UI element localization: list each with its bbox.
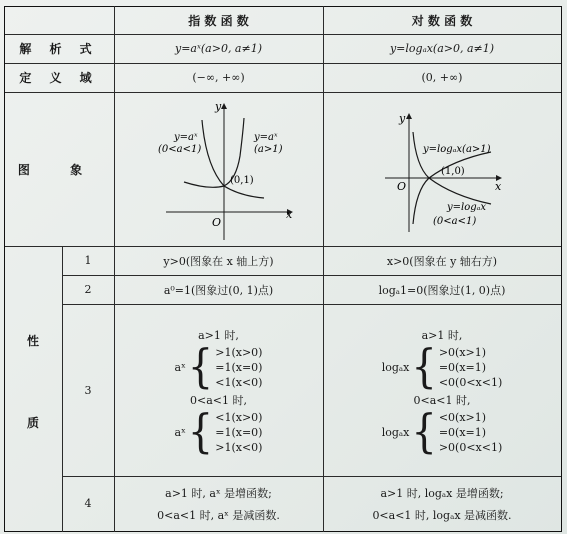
x-axis-label: x <box>495 180 502 193</box>
label-expression: 解 析 式 <box>19 42 99 56</box>
log-domain: (0, +∞) <box>421 71 463 84</box>
exp-case-1-item: <1(x<0) <box>215 375 263 389</box>
log-brace-group-2 <box>381 405 503 459</box>
exp-brace-group-1 <box>174 340 263 394</box>
exp-domain: (−∞, +∞) <box>192 71 245 84</box>
exp-case-2-item: <1(x>0) <box>215 410 263 424</box>
table-border-right <box>561 6 562 532</box>
label-properties-bottom: 质 <box>26 415 39 430</box>
exp-brace-lead: aˣ <box>174 360 186 374</box>
up-curve-label: y=logₐx(a>1) <box>423 144 491 155</box>
left-curve-condition: (0<a<1) <box>158 144 202 155</box>
property-4-log <box>323 476 561 531</box>
property-2-log: logₐ1=0(图象过(1, 0)点) <box>378 283 506 297</box>
left-curve-equation: y=aˣ <box>174 132 198 143</box>
exp-brace-group-2 <box>174 405 263 459</box>
property-number: 1 <box>84 254 92 267</box>
down-curve-condition: (0<a<1) <box>433 216 477 227</box>
property-2-exp: a⁰=1(图象过(0, 1)点) <box>163 283 274 297</box>
property-number: 3 <box>84 383 92 397</box>
table-border-bottom <box>4 531 562 532</box>
property-4-log-line: 0<a<1 时, logₐx 是减函数. <box>372 508 512 522</box>
log-case-1-item: >0(x>1) <box>438 345 487 359</box>
label-properties-top: 性 <box>26 333 39 348</box>
brace-symbol: { <box>411 405 437 459</box>
brace-symbol: { <box>411 340 437 394</box>
right-curve-equation: y=aˣ <box>254 132 278 143</box>
point-label: (0,1) <box>230 175 254 186</box>
brace-symbol: { <box>187 405 214 459</box>
header-exponential: 指 数 函 数 <box>188 13 249 28</box>
log-expression: y=logₐx(a>0, a≠1) <box>389 42 495 55</box>
exp-case-1-item: >1(x>0) <box>215 345 263 359</box>
property-4-log-line: a>1 时, logₐx 是增函数; <box>380 486 504 500</box>
property-3-log <box>323 304 561 476</box>
log-brace-lead: logₐx <box>381 360 410 374</box>
origin-label: O <box>397 180 407 193</box>
exp-case-1-item: =1(x=0) <box>215 360 263 374</box>
exp-case-2-item: >1(x<0) <box>215 440 263 454</box>
property-number: 2 <box>84 283 92 296</box>
log-case-2-item: =0(x=1) <box>438 425 487 439</box>
log-case-2-item: >0(0<x<1) <box>438 440 503 454</box>
log-case-2-item: <0(x>1) <box>438 410 487 424</box>
brace-symbol: { <box>187 340 214 394</box>
exp-case-2: 0<a<1 时, <box>190 393 247 407</box>
origin-label: O <box>212 216 222 229</box>
exp-case-1: a>1 时, <box>198 328 239 342</box>
down-curve-equation: y=logₐx <box>447 202 487 213</box>
log-brace-lead: logₐx <box>381 425 410 439</box>
right-curve-condition: (a>1) <box>254 144 283 155</box>
property-3-exp <box>114 304 323 476</box>
point-label: (1,0) <box>441 166 465 177</box>
exp-brace-lead: aˣ <box>174 425 186 439</box>
exp-expression: y=aˣ(a>0, a≠1) <box>174 42 263 55</box>
log-case-2: 0<a<1 时, <box>413 393 471 407</box>
log-case-1-item: <0(0<x<1) <box>438 375 503 389</box>
label-domain: 定 义 域 <box>19 71 99 85</box>
property-4-exp-line: 0<a<1 时, aˣ 是减函数. <box>157 508 280 522</box>
log-case-1: a>1 时, <box>421 328 463 342</box>
y-axis-label: y <box>399 112 406 125</box>
property-1-exp: y>0(图象在 x 轴上方) <box>163 254 274 268</box>
log-brace-group-1 <box>381 340 503 394</box>
y-axis-label: y <box>215 100 222 113</box>
property-1-log: x>0(图象在 y 轴右方) <box>386 254 498 268</box>
logarithmic-graph <box>323 92 561 246</box>
log-curve-a-greater-1 <box>413 152 491 224</box>
property-number: 4 <box>84 497 92 510</box>
property-4-exp-line: a>1 时, aˣ 是增函数; <box>165 486 272 500</box>
header-logarithmic: 对 数 函 数 <box>411 13 473 28</box>
x-axis-label: x <box>286 208 293 221</box>
log-case-1-item: =0(x=1) <box>438 360 487 374</box>
exponential-graph <box>114 92 323 246</box>
property-4-exp <box>114 476 323 531</box>
exp-case-2-item: =1(x=0) <box>215 425 263 439</box>
label-graph: 图 象 <box>17 162 101 177</box>
